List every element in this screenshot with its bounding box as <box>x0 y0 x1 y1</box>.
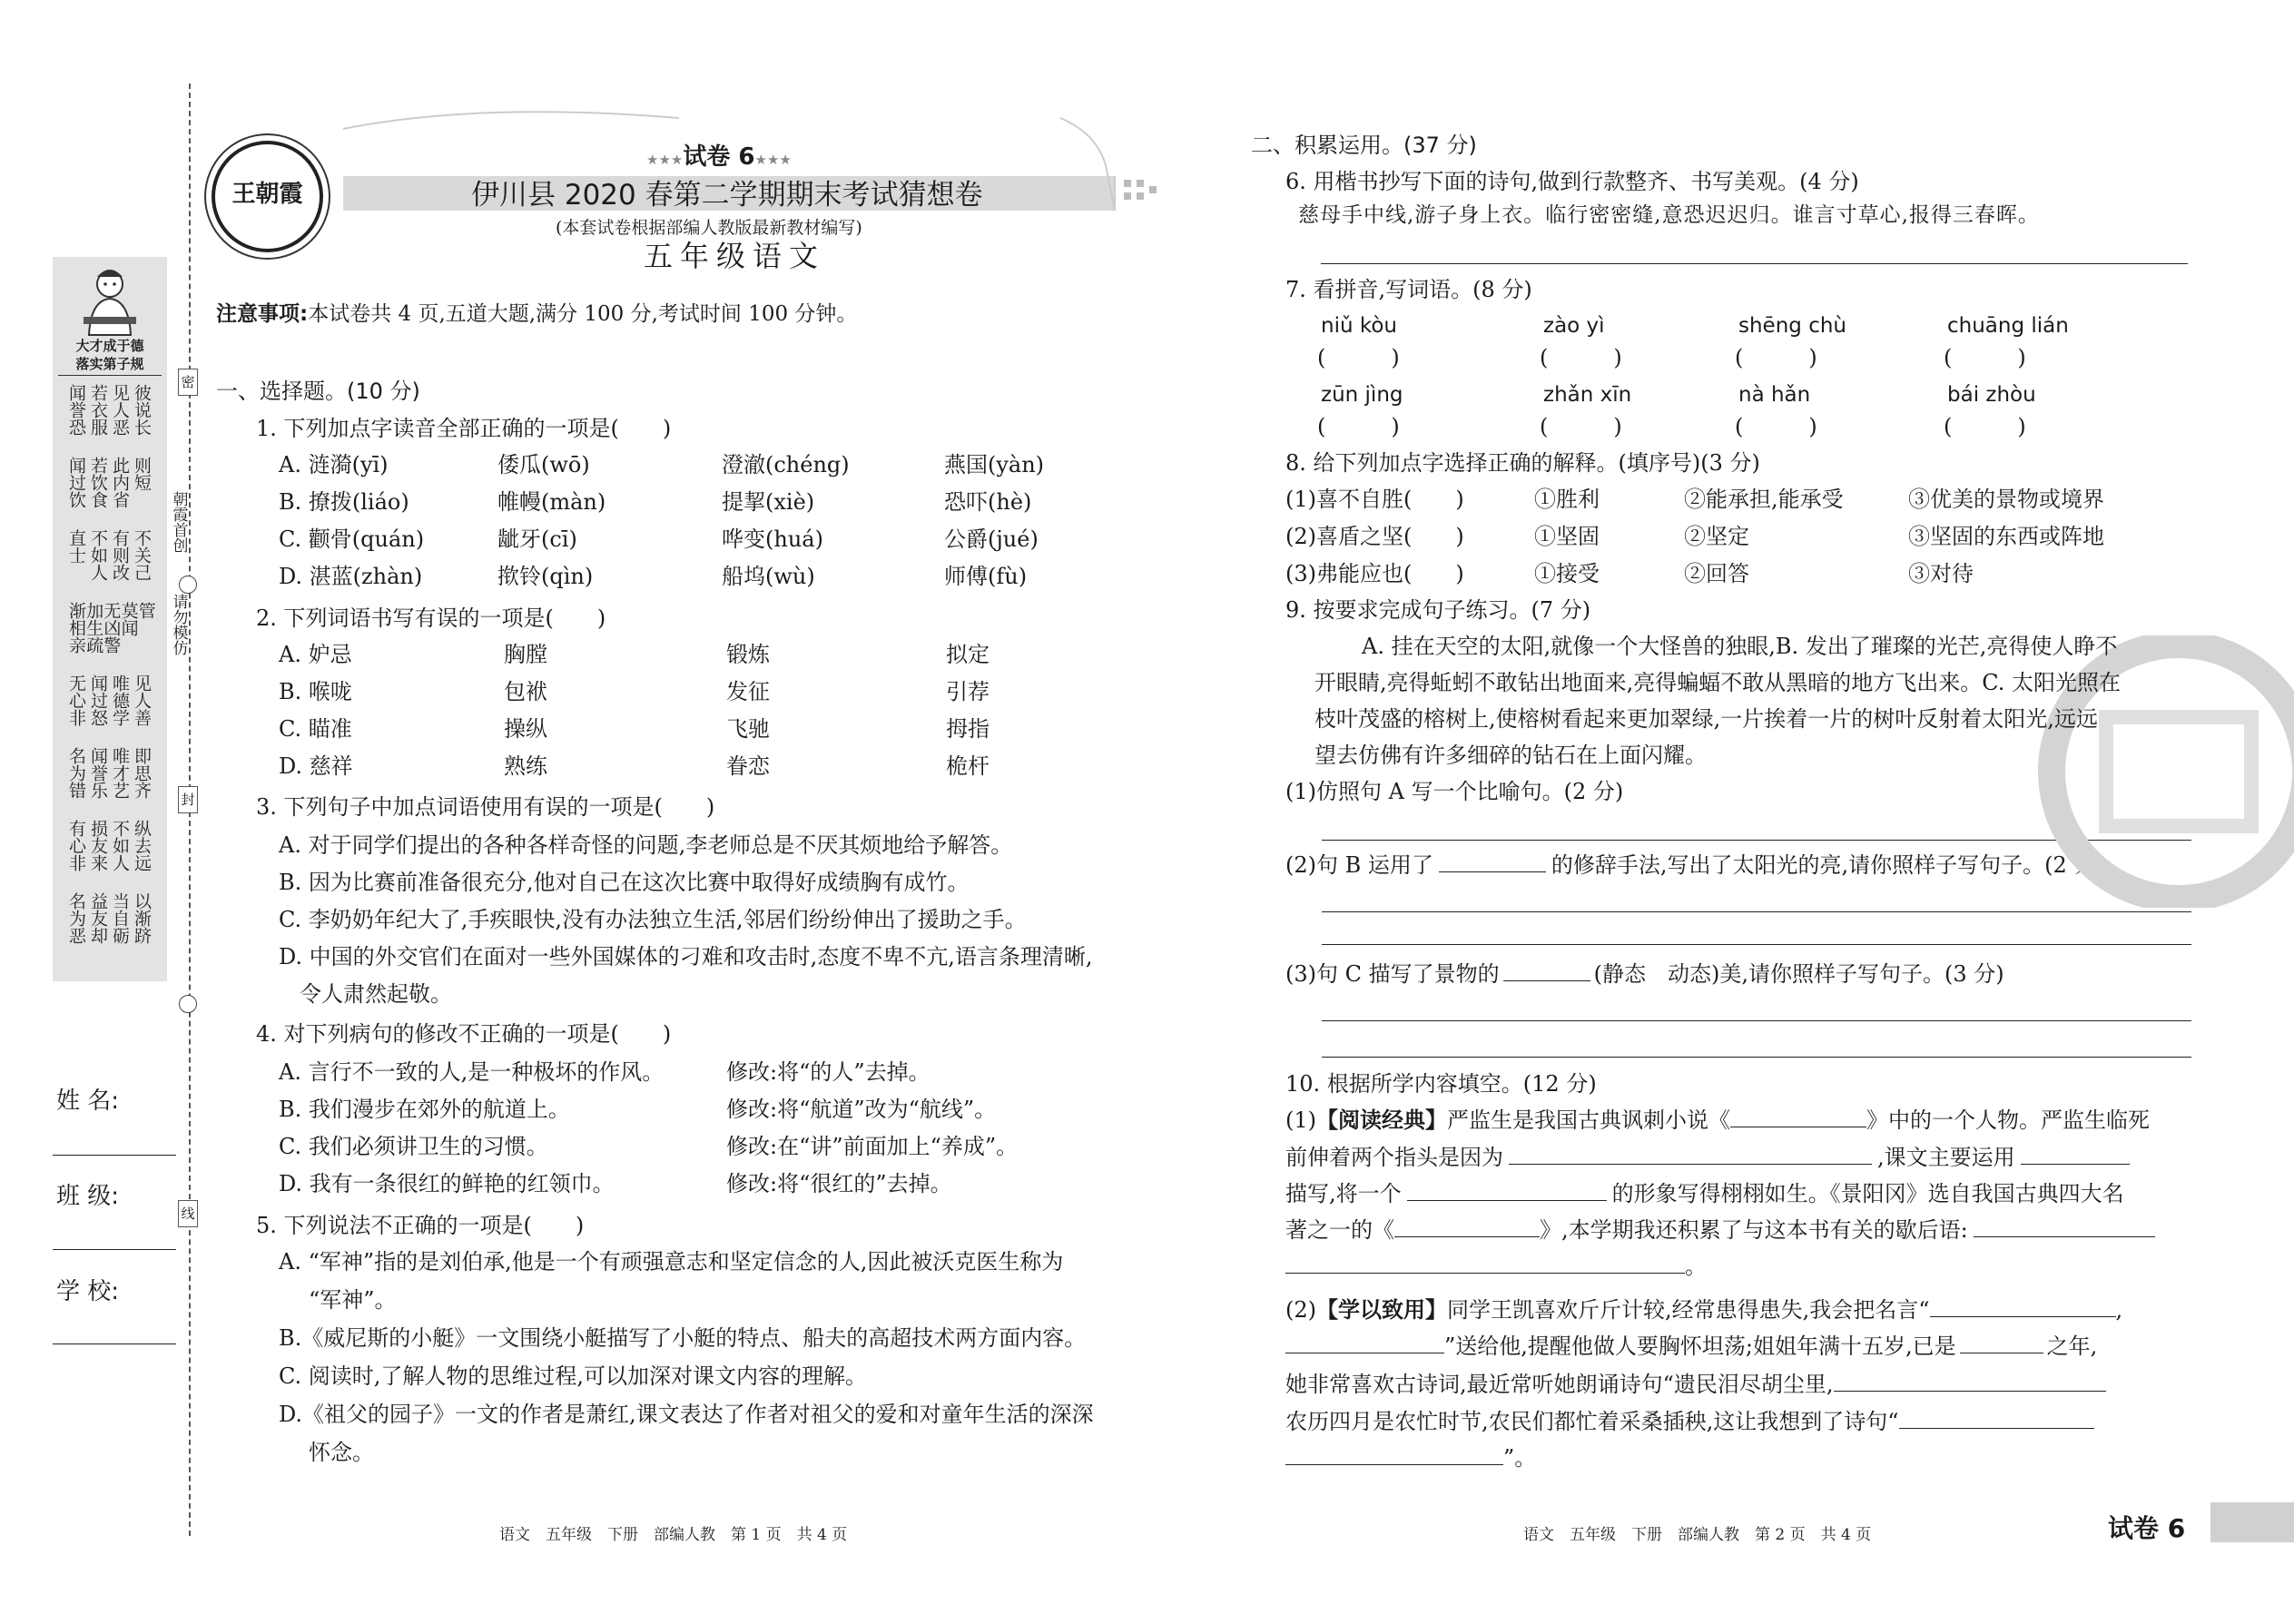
q2-option-cell: 锻炼 <box>726 642 770 667</box>
maxim-column: 直士 <box>66 529 86 564</box>
q10-p1-line5: 。 <box>1285 1255 1707 1277</box>
maxim-column: 见人善 <box>132 674 152 726</box>
school-field[interactable] <box>53 1343 176 1344</box>
pinyin-word: shēng chù <box>1738 314 1846 338</box>
pinyin-answer-box[interactable]: ( ) <box>1735 414 1817 439</box>
q4-option-cell: A. 言行不一致的人,是一种极坏的作风。 <box>279 1059 665 1085</box>
q2-option-cell: 拇指 <box>946 716 989 742</box>
q9-stem: 9. 按要求完成句子练习。(7 分) <box>1285 597 1591 623</box>
q4-option-cell: 修改:将“很红的”去掉。 <box>726 1171 952 1196</box>
maxim-column: 损友来 <box>88 820 108 871</box>
q10-p1-line3: 描写,将一个 的形象写得栩栩如生。《景阳冈》选自我国古典四大名 <box>1285 1181 2124 1206</box>
q3-stem: 3. 下列句子中加点词语使用有误的一项是( ) <box>256 794 715 820</box>
pinyin-word: chuāng lián <box>1947 314 2069 338</box>
q8-cell: ②坚定 <box>1684 524 1749 549</box>
q8-cell: ②能承担,能承受 <box>1684 487 1844 512</box>
page-title: 伊川县 2020 春第二学期期末考试猜想卷 <box>471 179 983 212</box>
maxim-column: 则短 <box>132 457 152 491</box>
maxim-column: 此内省 <box>110 457 130 508</box>
q10-blank-poem2-a[interactable] <box>1899 1410 2094 1429</box>
q10-blank-novel[interactable] <box>1730 1108 1866 1127</box>
logo-badge: 王朝霞 <box>212 141 323 252</box>
q5-option-line: A. “军神”指的是刘伯承,他是一个有顽强意志和坚定信念的人,因此被沃克医生称为 <box>279 1249 1064 1275</box>
q3-option-line: C. 李奶奶年纪大了,手疾眼快,没有办法独立生活,邻居们纷纷伸出了援助之手。 <box>279 907 1027 932</box>
maxim-column: 纵去远 <box>132 820 152 871</box>
q10-blank-quote-a[interactable] <box>1930 1298 2116 1317</box>
maxim-column: 不如人 <box>110 820 130 871</box>
q5-option-line: D.《祖父的园子》一文的作者是萧红,课文表达了作者对祖父的爱和对童年生活的深深 <box>279 1402 1094 1427</box>
maxim-column: 益友却 <box>88 892 108 944</box>
q1-option-cell: 提挈(xiè) <box>722 489 815 515</box>
q10-blank-book[interactable] <box>1394 1218 1540 1237</box>
q9-line2[interactable] <box>1322 911 2191 912</box>
maxim-column: 即思齐 <box>132 747 152 799</box>
q1-option-cell: 恐吓(hè) <box>944 489 1032 515</box>
q4-stem: 4. 对下列病句的修改不正确的一项是( ) <box>256 1021 672 1047</box>
q9-sub2-blank[interactable] <box>1439 853 1546 872</box>
page-subtitle: (本套试卷根据部编人教版最新教材编写) <box>556 218 862 238</box>
pinyin-answer-box[interactable]: ( ) <box>1317 345 1400 370</box>
q3-option-line: A. 对于同学们提出的各种各样奇怪的问题,李老师总是不厌其烦地给予解答。 <box>279 832 1013 858</box>
maxim-column: 无凶警 <box>101 602 122 654</box>
q1-option-cell: 倭瓜(wō) <box>497 452 590 477</box>
q10-p2-line5: ”。 <box>1285 1446 1536 1469</box>
q4-option-cell: B. 我们漫步在郊外的航道上。 <box>279 1097 570 1122</box>
q9-line5[interactable] <box>1322 1057 2191 1058</box>
pinyin-word: bái zhòu <box>1947 383 2036 407</box>
q5-option-line: B.《威尼斯的小艇》一文围绕小艇描写了小艇的特点、船夫的高超技术两方面内容。 <box>279 1325 1087 1351</box>
maxim-column: 加生疏 <box>84 602 104 654</box>
q4-option-cell: 修改:在“讲”前面加上“养成”。 <box>726 1134 1019 1159</box>
q8-cell: (3)弗能应也( ) <box>1285 561 1464 586</box>
scholar-illustration <box>80 264 140 337</box>
maxim-column: 渐相亲 <box>66 602 86 654</box>
q1-option-cell: 船坞(wù) <box>722 564 815 589</box>
subject-title: 五年级语文 <box>644 239 826 273</box>
maxim-column: 莫闻 <box>118 602 139 636</box>
pinyin-answer-box[interactable]: ( ) <box>1540 414 1622 439</box>
q6-poem: 慈母手中线,游子身上衣。临行密密缝,意恐迟迟归。谁言寸草心,报得三春晖。 <box>1298 203 2040 227</box>
maxim-column: 唯德学 <box>110 674 130 726</box>
maxim-column: 不关己 <box>132 529 152 581</box>
maxim-column: 管 <box>135 602 156 619</box>
maxim-column: 唯才艺 <box>110 747 130 799</box>
q4-option-cell: 修改:将“航道”改为“航线”。 <box>726 1097 997 1122</box>
q2-option-cell: D. 慈祥 <box>279 753 353 779</box>
maxim-grid <box>60 384 162 974</box>
section2-title: 二、积累运用。(37 分) <box>1251 133 1477 158</box>
q2-option-cell: 眷恋 <box>726 753 770 779</box>
q9-passage-line: 开眼睛,亮得蚯蚓不敢钻出地面来,亮得蝙蝠不敢从黑暗的地方飞出来。C. 太阳光照在 <box>1314 670 2122 695</box>
q8-cell: ③优美的景物或境界 <box>1908 487 2104 512</box>
q2-option-cell: 引荐 <box>946 679 989 704</box>
q1-option-cell: 揿铃(qìn) <box>497 564 594 589</box>
q10-blank-age[interactable] <box>1960 1334 2043 1353</box>
q10-p2-line1: (2)【学以致用】同学王凯喜欢斤斤计较,经常患得患失,我会把名言“ , <box>1285 1297 2123 1323</box>
q9-sub2: (2)句 B 运用了 的修辞手法,写出了太阳光的亮,请你照样子写句子。(2 分) <box>1285 852 2104 878</box>
footer-right: 语文 五年级 下册 部编人教 第 2 页 共 4 页 <box>1523 1526 1872 1544</box>
q5-stem: 5. 下列说法不正确的一项是( ) <box>256 1213 585 1238</box>
q10-blank-image[interactable] <box>1407 1182 1607 1201</box>
q8-cell: ③坚固的东西或阵地 <box>1908 524 2104 549</box>
q9-line4[interactable] <box>1322 1020 2191 1021</box>
q1-option-cell: 龇牙(cī) <box>497 527 577 552</box>
paper-number: ★★★试卷 6★★★ <box>646 143 792 171</box>
q9-line3[interactable] <box>1322 944 2191 945</box>
q6-stem: 6. 用楷书抄写下面的诗句,做到行款整齐、书写美观。(4 分) <box>1285 169 1859 194</box>
maxim-column: 有心非 <box>66 820 86 871</box>
maxim-column: 闻誉恐 <box>66 384 86 436</box>
q9-sub3: (3)句 C 描写了景物的 (静态 动态)美,请你照样子写句子。(3 分) <box>1285 961 2004 987</box>
q4-option-cell: D. 我有一条很红的鲜艳的红领巾。 <box>279 1171 615 1196</box>
seal-mark-3: 线 <box>178 1200 198 1227</box>
q8-cell: ①接受 <box>1534 561 1600 586</box>
maxim-column: 闻誉乐 <box>88 747 108 799</box>
maxim-column: 彼说长 <box>132 384 152 436</box>
notice: 注意事项:本试卷共 4 页,五道大题,满分 100 分,考试时间 100 分钟。 <box>216 302 858 326</box>
q7-stem: 7. 看拼音,写词语。(8 分) <box>1285 277 1532 302</box>
q4-option-cell: 修改:将“的人”去掉。 <box>726 1059 930 1085</box>
q9-sub1: (1)仿照句 A 写一个比喻句。(2 分) <box>1285 779 1624 804</box>
pinyin-word: nà hǎn <box>1738 383 1811 407</box>
q2-option-cell: 包袱 <box>504 679 547 704</box>
q10-blank-xiehouyu-a[interactable] <box>1974 1218 2155 1237</box>
q8-cell: ②回答 <box>1684 561 1749 586</box>
q2-option-cell: 飞驰 <box>726 716 770 742</box>
q1-option-cell: 师傅(fù) <box>944 564 1028 589</box>
q2-option-cell: 发征 <box>726 679 770 704</box>
pinyin-answer-box[interactable]: ( ) <box>1317 414 1400 439</box>
q1-option-cell: 哗变(huá) <box>722 527 823 552</box>
q9-passage-line: A. 挂在天空的太阳,就像一个大怪兽的独眼,B. 发出了璀璨的光芒,亮得使人睁不 <box>1362 634 2118 659</box>
q8-cell: ①胜利 <box>1534 487 1600 512</box>
q10-p2-line4: 农历四月是农忙时节,农民们都忙着采桑插秧,这让我想到了诗句“ <box>1285 1410 2094 1432</box>
q10-p1-line1: (1)【阅读经典】严监生是我国古典讽刺小说《 》中的一个人物。严监生临死 <box>1285 1107 2150 1133</box>
name-label: 姓 名: <box>56 1088 120 1115</box>
q10-p1-line2: 前伸着两个指头是因为 ,课文主要运用 <box>1285 1146 2130 1168</box>
maxim-column: 若饮食 <box>88 457 108 508</box>
q5-option-line: “军神”。 <box>309 1287 397 1313</box>
q1-option-cell: 燕国(yàn) <box>944 452 1045 477</box>
q2-stem: 2. 下列词语书写有误的一项是( ) <box>256 605 606 631</box>
q8-cell: ③对待 <box>1908 561 1974 586</box>
class-field[interactable] <box>53 1249 176 1250</box>
seal-mark-2: 封 <box>178 786 198 813</box>
q1-option-cell: 帷幔(màn) <box>497 489 606 515</box>
pinyin-word: zào yì <box>1543 314 1605 338</box>
pinyin-word: niǔ kòu <box>1321 314 1398 338</box>
maxim-column: 若衣服 <box>88 384 108 436</box>
paper-tag: 试卷 6 <box>2108 1513 2186 1543</box>
pinyin-word: zūn jìng <box>1321 383 1403 407</box>
maxim-column: 不如人 <box>88 529 108 581</box>
q9-passage-line: 枝叶茂盛的榕树上,使榕树看起来更加翠绿,一片挨着一片的树叶反射着太阳光,远远 <box>1314 706 2098 732</box>
q3-option-line: B. 因为比赛前准备很充分,他对自己在这次比赛中取得好成绩胸有成竹。 <box>279 870 970 895</box>
maxim-column: 名为错 <box>66 747 86 799</box>
q1-option-cell: 澄澈(chéng) <box>722 452 850 477</box>
maxim-column: 闻过饮 <box>66 457 86 508</box>
q3-option-line: D. 中国的外交官们在面对一些外国媒体的刁难和攻击时,态度不卑不亢,语言条理清晰, <box>279 944 1093 969</box>
name-field[interactable] <box>53 1155 176 1156</box>
q2-option-cell: 操纵 <box>504 716 547 742</box>
q1-option-cell: C. 颧骨(quán) <box>279 527 425 552</box>
q6-answer-line[interactable] <box>1321 263 2188 264</box>
q4-option-cell: C. 我们必须讲卫生的习惯。 <box>279 1134 548 1159</box>
binding-hole-1 <box>179 576 197 594</box>
q1-stem: 1. 下列加点字读音全部正确的一项是( ) <box>256 416 672 441</box>
maxim-column: 无心非 <box>66 674 86 726</box>
maxim-column: 见人恶 <box>110 384 130 436</box>
q2-option-cell: 熟练 <box>504 753 547 779</box>
q10-p2-line2: ”送给他,提醒他做人要胸怀坦荡;姐姐年满十五岁,已是 之年, <box>1285 1334 2097 1357</box>
q10-blank-reason[interactable] <box>1509 1146 1872 1165</box>
binding-hole-2 <box>179 995 197 1013</box>
q2-option-cell: A. 妒忌 <box>279 642 352 667</box>
seal-mark-1: 密 <box>178 369 198 396</box>
q8-cell: ①坚固 <box>1534 524 1600 549</box>
q2-option-cell: B. 喉咙 <box>279 679 352 704</box>
q1-option-cell: A. 涟漪(yī) <box>279 452 389 477</box>
q1-option-cell: 公爵(jué) <box>944 527 1039 552</box>
pinyin-answer-box[interactable]: ( ) <box>1944 345 2026 370</box>
pinyin-answer-box[interactable]: ( ) <box>1944 414 2026 439</box>
maxim-column: 闻过怒 <box>88 674 108 726</box>
q8-cell: (2)喜盾之坚( ) <box>1285 524 1464 549</box>
q8-cell: (1)喜不自胜( ) <box>1285 487 1464 512</box>
q10-p2-line3: 她非常喜欢古诗词,最近常听她朗诵诗句“遗民泪尽胡尘里, <box>1285 1373 2106 1395</box>
q2-option-cell: 胸膛 <box>504 642 547 667</box>
q5-option-line: 怀念。 <box>309 1440 374 1465</box>
q1-option-cell: D. 湛蓝(zhàn) <box>279 564 423 589</box>
maxim-column: 以渐跻 <box>132 892 152 944</box>
q2-option-cell: 拟定 <box>946 642 989 667</box>
school-label: 学 校: <box>56 1278 120 1305</box>
footer-left: 语文 五年级 下册 部编人教 第 1 页 共 4 页 <box>499 1526 848 1544</box>
maxim-column: 有则改 <box>110 529 130 581</box>
maxims-sidebar <box>53 257 167 981</box>
q3-option-line: 令人肃然起敬。 <box>300 981 452 1007</box>
section1-title: 一、选择题。(10 分) <box>216 379 420 404</box>
q10-blank-xiehouyu-b[interactable] <box>1285 1255 1685 1274</box>
q10-p1-line4: 著之一的《 》,本学期我还积累了与这本书有关的歇后语: <box>1285 1218 2155 1241</box>
q10-blank-poem2-b[interactable] <box>1285 1446 1503 1465</box>
sidebar-motto: 大才成于德 落实第子规 <box>75 338 144 372</box>
q9-sub3-blank[interactable] <box>1503 962 1590 981</box>
q10-blank-poem[interactable] <box>1834 1373 2106 1392</box>
q2-option-cell: 桅杆 <box>946 753 989 779</box>
class-label: 班 级: <box>56 1183 120 1210</box>
binding-seal-text: 朝霞首创 请勿模仿 <box>169 491 188 655</box>
q10-blank-quote-b[interactable] <box>1285 1334 1444 1353</box>
q8-stem: 8. 给下列加点字选择正确的解释。(填序号)(3 分) <box>1285 450 1760 476</box>
q1-option-cell: B. 撩拨(liáo) <box>279 489 409 515</box>
pinyin-word: zhǎn xīn <box>1543 383 1632 407</box>
corner-band <box>2210 1502 2294 1542</box>
q10-stem: 10. 根据所学内容填空。(12 分) <box>1285 1071 1597 1097</box>
maxim-column: 当自砺 <box>110 892 130 944</box>
q10-blank-method[interactable] <box>2021 1146 2130 1165</box>
q5-option-line: C. 阅读时,了解人物的思维过程,可以加深对课文内容的理解。 <box>279 1363 868 1389</box>
pinyin-answer-box[interactable]: ( ) <box>1735 345 1817 370</box>
q9-passage-line: 望去仿佛有许多细碎的钻石在上面闪耀。 <box>1314 743 1707 768</box>
pinyin-answer-box[interactable]: ( ) <box>1540 345 1622 370</box>
maxim-column: 名为恶 <box>66 892 86 944</box>
q2-option-cell: C. 瞄准 <box>279 716 352 742</box>
